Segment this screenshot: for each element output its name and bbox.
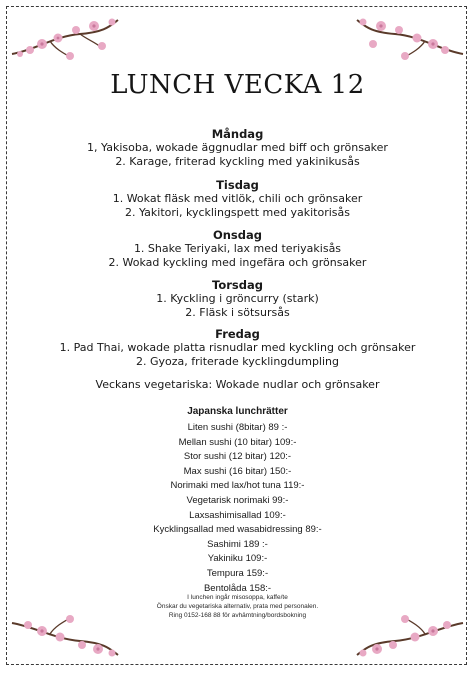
menu-item: Bentolåda 158:-: [203, 582, 272, 594]
day-tuesday: [0, 178, 475, 220]
menu-item: Vegetarisk norimaki 99:-: [186, 494, 289, 506]
footer-line: I lunchen ingår misosoppa, kaffe/te: [187, 594, 288, 601]
menu-item: Liten sushi (8bitar) 89 :-: [187, 422, 288, 433]
day-name: Måndag: [211, 127, 264, 141]
footer-notes: [0, 593, 475, 620]
menu-item: Tempura 159:-: [206, 567, 269, 579]
footer-line: Önskar du vegetariska alternativ, prata med personalen.: [156, 603, 319, 610]
japanese-lunch-section: [0, 405, 475, 596]
menu-title: LUNCH VECKA 12: [110, 70, 365, 100]
day-name: Fredag: [215, 327, 260, 341]
day-monday: [0, 127, 475, 169]
menu-item: Laxsashimisallad 109:-: [189, 509, 286, 521]
menu-item: Norimaki med lax/hot tuna 119:-: [170, 480, 305, 492]
dish-item: 1. Shake Teriyaki, lax med teriyakisås: [133, 242, 342, 255]
dish-item: 2. Wokad kyckling med ingefära och grönsaker: [108, 256, 367, 269]
dish-item: 2. Yakitori, kycklingspett med yakitorisås: [124, 206, 351, 219]
dish-item: 1. Wokat fläsk med vitlök, chili och grönsaker: [112, 192, 363, 205]
day-wednesday: [0, 228, 475, 270]
day-friday: [0, 327, 475, 369]
menu-item: Kycklingsallad med wasabidressing 89:-: [153, 524, 322, 536]
cherry-blossom-branch-top-left: [10, 14, 120, 66]
day-name: Tisdag: [216, 178, 259, 192]
dish-item: 2. Karage, friterad kyckling med yakinikusås: [115, 155, 360, 168]
vegetarian-of-week: Veckans vegetariska: Wokade nudlar och grönsaker: [95, 378, 380, 391]
day-name: Torsdag: [212, 278, 263, 292]
dish-item: 2. Fläsk i sötsursås: [185, 306, 290, 319]
day-thursday: [0, 278, 475, 320]
dish-item: 2. Gyoza, friterade kycklingdumpling: [136, 355, 339, 368]
menu-item: Mellan sushi (10 bitar) 109:-: [178, 436, 297, 448]
menu-item: Sashimi 189 :-: [207, 538, 268, 550]
menu-item: Max sushi (16 bitar) 150:-: [183, 465, 292, 477]
dish-item: 1. Kyckling i gröncurry (stark): [156, 292, 319, 305]
menu-item: Yakiniku 109:-: [207, 553, 268, 565]
menu-item: Stor sushi (12 bitar) 120:-: [183, 451, 292, 463]
dish-item: 1. Pad Thai, wokade platta risnudlar med kyckling och grönsaker: [59, 341, 416, 354]
dish-item: 1, Yakisoba, wokade äggnudlar med biff och grönsaker: [87, 141, 388, 154]
day-name: Onsdag: [212, 228, 263, 242]
cherry-blossom-branch-top-right: [355, 14, 465, 66]
section-heading: Japanska lunchrätter: [187, 406, 288, 417]
footer-line: Ring 0152-168 88 för avhämtning/bordsbokning: [168, 612, 307, 619]
